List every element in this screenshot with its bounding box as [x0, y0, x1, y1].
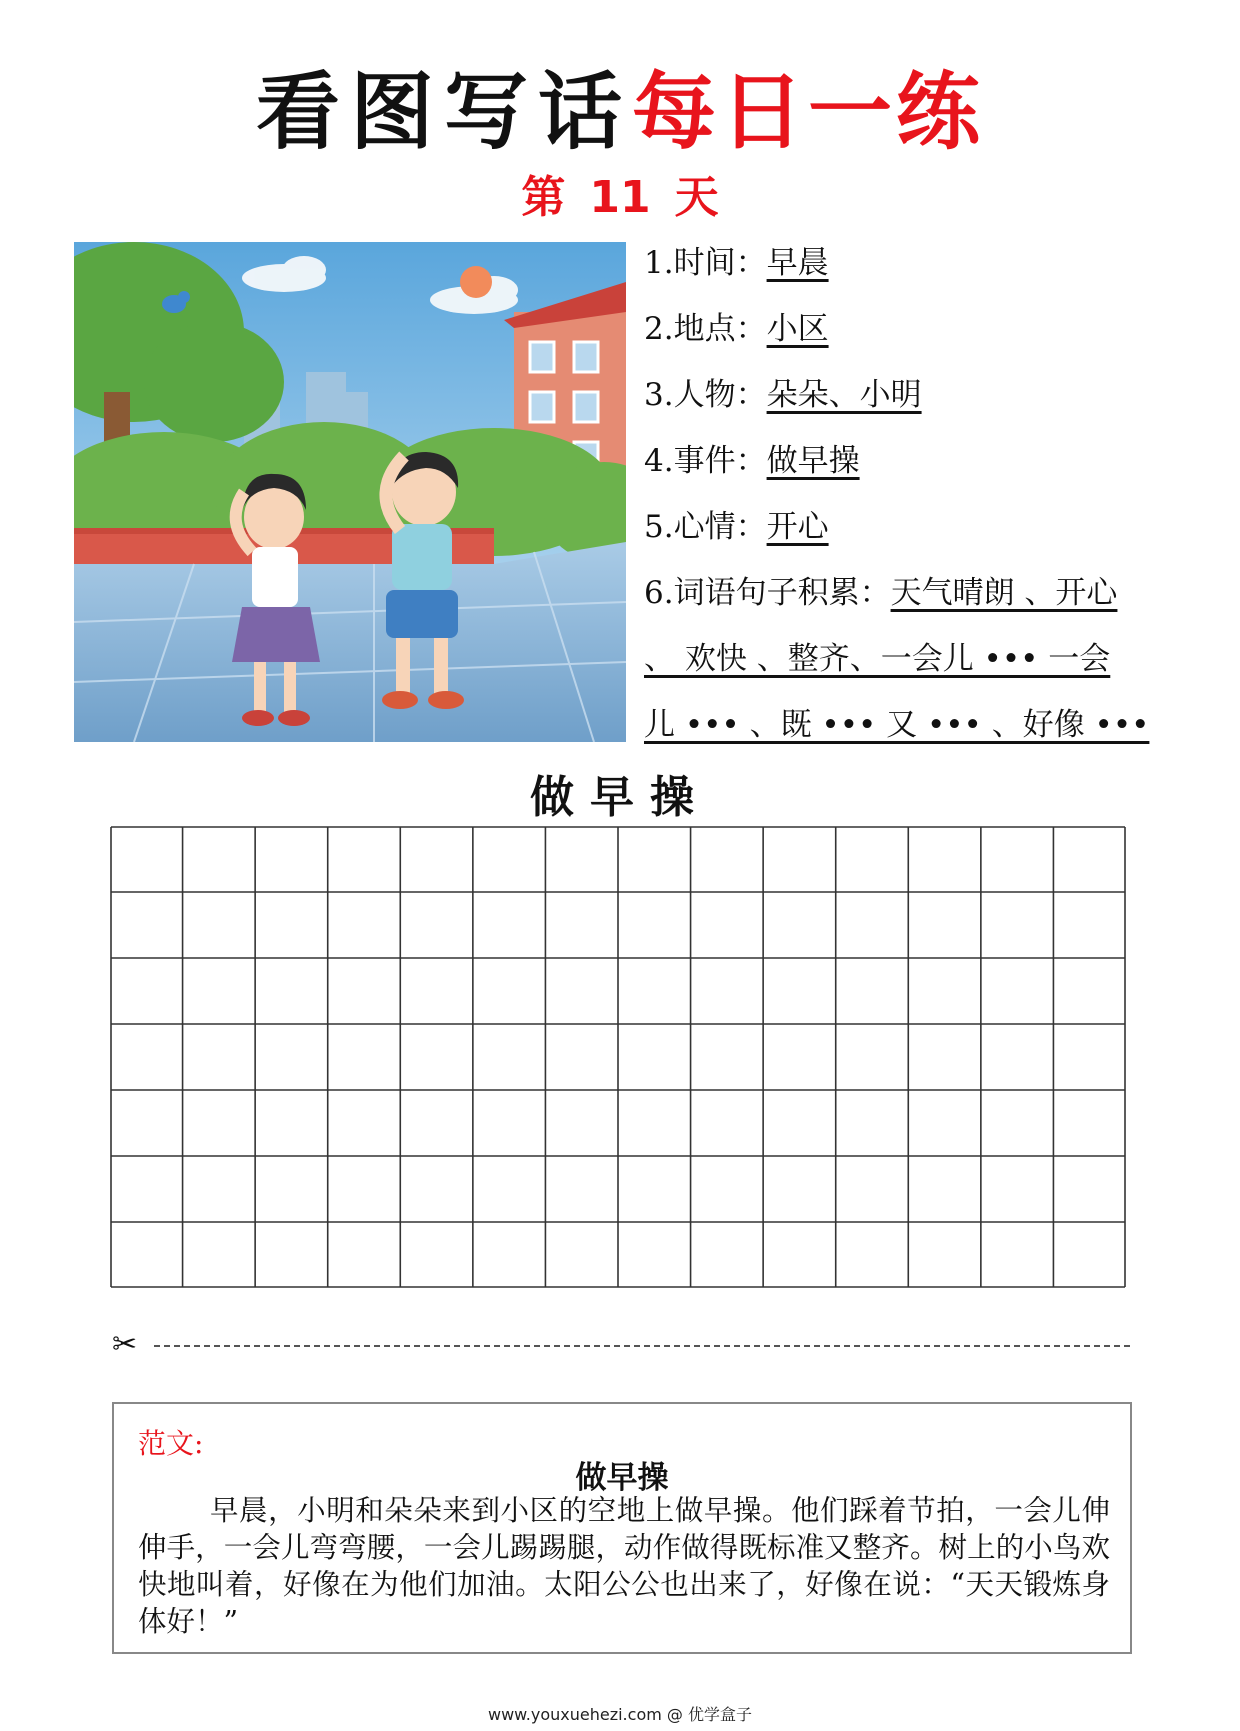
scissors-icon: ✂	[112, 1327, 138, 1362]
place-label: 2.地点：	[644, 311, 767, 347]
sample-text: 早晨，小明和朵朵来到小区的空地上做早操。他们踩着节拍，一会儿伸伸手，一会儿弯弯腰，一会儿踢踢腿，动作做得既标准又整齐。树上的小鸟欢快地叫着，好像在为他们加油。太阳公公也出来了，好像在说：“天天锻炼身体好！”	[138, 1494, 1110, 1638]
info-place	[644, 304, 1204, 370]
day-number: 11	[589, 172, 651, 223]
writing-grid[interactable]	[110, 826, 1126, 1288]
info-words-cont-1	[644, 634, 1204, 700]
day-suffix: 天	[674, 172, 719, 223]
mood-label: 5.心情：	[644, 509, 767, 545]
words-line-2: 、 欢快 、整齐、一会儿 ••• 一会	[644, 641, 1111, 677]
illustration-morning-exercise	[74, 242, 626, 742]
place-value: 小区	[766, 311, 829, 347]
info-words	[644, 568, 1204, 634]
page-title	[0, 62, 1240, 162]
time-value: 早晨	[766, 245, 829, 281]
dashed-divider	[154, 1345, 1130, 1347]
sample-title: 做早操	[575, 1460, 669, 1496]
info-words-cont-2	[644, 700, 1204, 766]
info-event	[644, 436, 1204, 502]
sample-label: 范文:	[138, 1427, 204, 1460]
people-label: 3.人物：	[644, 377, 767, 413]
info-list	[644, 238, 1204, 766]
day-label	[0, 170, 1240, 226]
info-mood	[644, 502, 1204, 568]
words-label: 6.词语句子积累：	[644, 575, 891, 611]
sample-essay-box	[112, 1402, 1132, 1654]
info-people	[644, 370, 1204, 436]
day-prefix: 第	[521, 172, 566, 223]
title-main: 看图写话	[255, 63, 632, 161]
words-line-1: 天气晴朗 、开心	[890, 575, 1118, 611]
words-line-3: 儿 ••• 、既 ••• 又 ••• 、好像 •••	[644, 707, 1150, 743]
people-value: 朵朵、小明	[766, 377, 922, 413]
cut-line	[112, 1327, 1132, 1362]
essay-title: 做早操	[530, 772, 710, 823]
event-label: 4.事件：	[644, 443, 767, 479]
footer-source: www.youxuehezi.com @ 优学盒子	[488, 1705, 752, 1724]
event-value: 做早操	[766, 443, 860, 479]
mood-value: 开心	[766, 509, 829, 545]
title-highlight: 每日一练	[632, 63, 985, 161]
info-time	[644, 238, 1204, 304]
illustration-svg	[74, 242, 626, 742]
time-label: 1.时间：	[644, 245, 767, 281]
